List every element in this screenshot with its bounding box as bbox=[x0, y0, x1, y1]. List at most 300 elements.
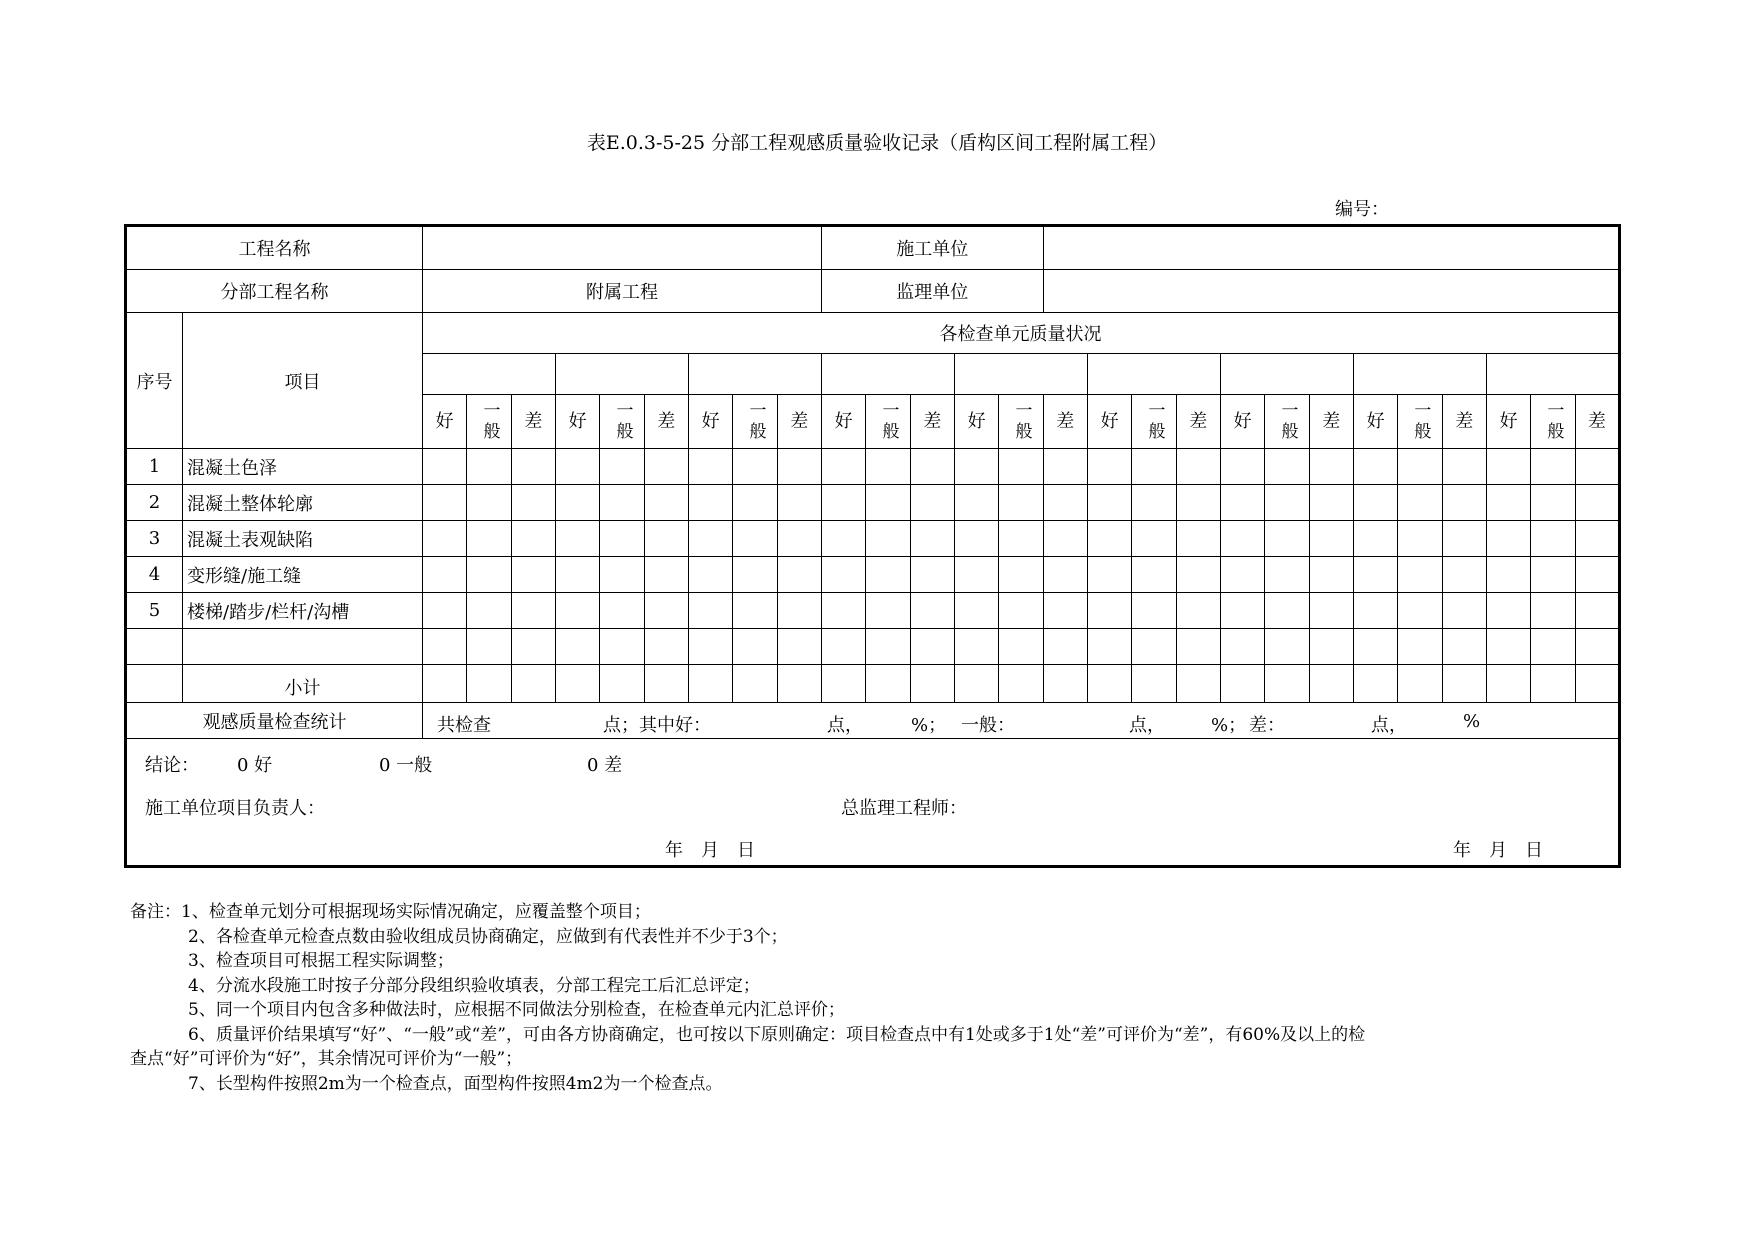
date-left: 年 月 日 bbox=[665, 840, 755, 861]
rating-cell[interactable] bbox=[1575, 557, 1620, 593]
stats-points-good: 点；其中好： bbox=[603, 715, 711, 736]
rating-header-bad bbox=[777, 395, 821, 449]
subtotal-cell[interactable] bbox=[511, 665, 555, 703]
rating-cell[interactable] bbox=[1353, 593, 1397, 629]
subtotal-cell[interactable] bbox=[1220, 665, 1264, 703]
rating-cell[interactable] bbox=[1132, 449, 1176, 485]
rating-cell[interactable] bbox=[954, 593, 998, 629]
subtotal-cell[interactable] bbox=[1486, 665, 1530, 703]
subtotal-cell[interactable] bbox=[1398, 665, 1442, 703]
rating-cell[interactable] bbox=[821, 521, 865, 557]
subtotal-cell[interactable] bbox=[555, 665, 599, 703]
rating-header-bad bbox=[1043, 395, 1087, 449]
rating-cell[interactable] bbox=[910, 485, 954, 521]
rating-cell[interactable] bbox=[1398, 485, 1442, 521]
note-line: 6、质量评价结果填写“好”、“一般”或“差”，可由各方协商确定，也可按以下原则确定：项目检查点中有1处或多于1处“差”可评价为“差”，有60%及以上的检 bbox=[188, 1024, 1366, 1045]
rating-cell[interactable] bbox=[1486, 629, 1530, 665]
rating-header-bad bbox=[910, 395, 954, 449]
subtotal-cell[interactable] bbox=[600, 665, 644, 703]
rating-cell[interactable] bbox=[777, 449, 821, 485]
rating-cell[interactable] bbox=[1353, 449, 1397, 485]
rating-cell[interactable] bbox=[644, 593, 688, 629]
rating-cell[interactable] bbox=[423, 449, 467, 485]
rating-cell[interactable] bbox=[1531, 557, 1575, 593]
rating-cell[interactable] bbox=[1176, 557, 1220, 593]
rating-header-general bbox=[733, 395, 777, 449]
rating-cell[interactable] bbox=[1043, 593, 1087, 629]
rating-cell[interactable] bbox=[1043, 521, 1087, 557]
division-name-value[interactable]: 附属工程 bbox=[423, 270, 822, 313]
rating-cell[interactable] bbox=[1265, 521, 1309, 557]
stats-text bbox=[423, 703, 1620, 739]
rating-label: 一般 bbox=[1543, 401, 1564, 443]
rating-label: 差 bbox=[1322, 411, 1341, 432]
rating-label: 好 bbox=[568, 411, 587, 432]
rating-cell[interactable] bbox=[1265, 629, 1309, 665]
rating-cell[interactable] bbox=[777, 593, 821, 629]
table-row bbox=[126, 629, 1620, 665]
rating-header-good bbox=[821, 395, 865, 449]
rating-cell[interactable] bbox=[1398, 593, 1442, 629]
rating-cell[interactable] bbox=[1575, 629, 1620, 665]
conclusion-bad: 0 差 bbox=[587, 755, 623, 776]
unit-header-cell[interactable] bbox=[821, 354, 954, 395]
stats-pct1: %； bbox=[911, 715, 947, 736]
rating-cell[interactable] bbox=[777, 485, 821, 521]
rating-cell[interactable] bbox=[1176, 485, 1220, 521]
rating-cell[interactable] bbox=[688, 557, 732, 593]
subtotal-cell[interactable] bbox=[1531, 665, 1575, 703]
rating-header-good bbox=[954, 395, 998, 449]
table-row bbox=[126, 449, 1620, 485]
rating-cell[interactable] bbox=[688, 485, 732, 521]
stats-bad: 差： bbox=[1249, 715, 1285, 736]
note-line: 查点“好”可评价为“好”，其余情况可评价为“一般”； bbox=[130, 1049, 523, 1069]
rating-cell[interactable] bbox=[1176, 449, 1220, 485]
rating-cell[interactable] bbox=[423, 593, 467, 629]
note-line: 备注：1、检查单元划分可根据现场实际情况确定，应覆盖整个项目； bbox=[130, 902, 651, 922]
rating-cell[interactable] bbox=[1575, 521, 1620, 557]
subtotal-cell[interactable] bbox=[910, 665, 954, 703]
rating-cell[interactable] bbox=[423, 485, 467, 521]
rating-cell[interactable] bbox=[1442, 593, 1486, 629]
rating-cell[interactable] bbox=[688, 521, 732, 557]
rating-header-bad bbox=[1309, 395, 1353, 449]
rating-cell[interactable] bbox=[1087, 593, 1131, 629]
rating-cell[interactable] bbox=[999, 449, 1043, 485]
rating-cell[interactable] bbox=[910, 593, 954, 629]
rating-cell[interactable] bbox=[1176, 521, 1220, 557]
subtotal-cell[interactable] bbox=[1353, 665, 1397, 703]
rating-cell[interactable] bbox=[555, 449, 599, 485]
stats-row bbox=[126, 703, 1620, 739]
rating-cell[interactable] bbox=[555, 521, 599, 557]
rating-cell[interactable] bbox=[999, 557, 1043, 593]
rating-cell[interactable] bbox=[600, 629, 644, 665]
rating-cell[interactable] bbox=[511, 521, 555, 557]
rating-header-general bbox=[600, 395, 644, 449]
rating-cell[interactable] bbox=[1398, 557, 1442, 593]
rating-cell[interactable] bbox=[733, 629, 777, 665]
rating-cell[interactable] bbox=[511, 557, 555, 593]
summary-row bbox=[126, 739, 1620, 867]
unit-header-cell[interactable] bbox=[1486, 354, 1619, 395]
note-line: 2、各检查单元检查点数由验收组成员协商确定，应做到有代表性并不少于3个； bbox=[188, 926, 788, 947]
rating-cell[interactable] bbox=[1176, 629, 1220, 665]
rating-cell[interactable] bbox=[644, 449, 688, 485]
rating-cell[interactable] bbox=[999, 629, 1043, 665]
rating-cell[interactable] bbox=[910, 629, 954, 665]
rating-cell[interactable] bbox=[688, 593, 732, 629]
summary-cell bbox=[126, 739, 1620, 867]
rating-cell[interactable] bbox=[511, 629, 555, 665]
rating-cell[interactable] bbox=[555, 629, 599, 665]
rating-cell[interactable] bbox=[423, 629, 467, 665]
rating-label: 好 bbox=[701, 411, 720, 432]
rating-cell[interactable] bbox=[1176, 593, 1220, 629]
rating-label: 差 bbox=[790, 411, 809, 432]
rating-cell[interactable] bbox=[733, 593, 777, 629]
rating-cell[interactable] bbox=[1265, 485, 1309, 521]
rating-cell[interactable] bbox=[688, 629, 732, 665]
rating-label: 一般 bbox=[1277, 401, 1298, 443]
rating-header-bad bbox=[1176, 395, 1220, 449]
rating-cell[interactable] bbox=[1442, 449, 1486, 485]
notes-section bbox=[130, 900, 1620, 1096]
subtotal-cell[interactable] bbox=[733, 665, 777, 703]
rating-cell[interactable] bbox=[1043, 485, 1087, 521]
construction-unit-value[interactable] bbox=[1043, 226, 1619, 270]
rating-header-general bbox=[1265, 395, 1309, 449]
header-row-project bbox=[126, 226, 1620, 270]
row-item: 楼梯/踏步/栏杆/沟槽 bbox=[183, 593, 423, 629]
rating-cell[interactable] bbox=[1132, 629, 1176, 665]
stats-pct3: % bbox=[1463, 711, 1481, 732]
row-seq: 3 bbox=[126, 521, 183, 557]
project-name-label: 工程名称 bbox=[126, 226, 423, 270]
table-row bbox=[126, 485, 1620, 521]
rating-cell[interactable] bbox=[1265, 557, 1309, 593]
subtotal-cell[interactable] bbox=[467, 665, 511, 703]
rating-cell[interactable] bbox=[821, 485, 865, 521]
rating-cell[interactable] bbox=[688, 449, 732, 485]
rating-cell[interactable] bbox=[733, 521, 777, 557]
rating-cell[interactable] bbox=[644, 557, 688, 593]
subtotal-seq bbox=[126, 665, 183, 703]
stats-general: 一般： bbox=[961, 715, 1015, 736]
rating-label: 一般 bbox=[1144, 401, 1165, 443]
column-header-row bbox=[126, 313, 1620, 354]
rating-cell[interactable] bbox=[600, 485, 644, 521]
rating-cell[interactable] bbox=[999, 521, 1043, 557]
rating-cell[interactable] bbox=[600, 449, 644, 485]
supervisor-label: 总监理工程师： bbox=[841, 798, 967, 819]
rating-label: 好 bbox=[1499, 411, 1518, 432]
rating-label: 差 bbox=[923, 411, 942, 432]
row-seq: 1 bbox=[126, 449, 183, 485]
row-seq: 4 bbox=[126, 557, 183, 593]
rating-cell[interactable] bbox=[600, 557, 644, 593]
rating-cell[interactable] bbox=[1353, 629, 1397, 665]
rating-cell[interactable] bbox=[954, 557, 998, 593]
rating-cell[interactable] bbox=[467, 521, 511, 557]
rating-cell[interactable] bbox=[1309, 449, 1353, 485]
rating-cell[interactable] bbox=[1043, 449, 1087, 485]
rating-header-bad bbox=[1442, 395, 1486, 449]
unit-header-cell[interactable] bbox=[555, 354, 688, 395]
row-seq: 2 bbox=[126, 485, 183, 521]
unit-header-cell[interactable] bbox=[1087, 354, 1220, 395]
rating-cell[interactable] bbox=[866, 449, 910, 485]
table-row bbox=[126, 521, 1620, 557]
stats-point3: 点， bbox=[1371, 715, 1407, 736]
stats-pct2: %； bbox=[1211, 715, 1247, 736]
rating-cell[interactable] bbox=[467, 557, 511, 593]
rating-cell[interactable] bbox=[467, 449, 511, 485]
rating-header-general bbox=[1531, 395, 1575, 449]
rating-cell[interactable] bbox=[1486, 593, 1530, 629]
rating-cell[interactable] bbox=[1043, 557, 1087, 593]
rating-cell[interactable] bbox=[999, 593, 1043, 629]
rating-header-good bbox=[688, 395, 732, 449]
rating-header-general bbox=[866, 395, 910, 449]
rating-header-bad bbox=[1575, 395, 1620, 449]
subtotal-cell[interactable] bbox=[821, 665, 865, 703]
rating-cell[interactable] bbox=[1442, 557, 1486, 593]
rating-cell[interactable] bbox=[777, 629, 821, 665]
rating-cell[interactable] bbox=[1087, 485, 1131, 521]
rating-cell[interactable] bbox=[1486, 557, 1530, 593]
rating-cell[interactable] bbox=[1353, 485, 1397, 521]
table-row bbox=[126, 593, 1620, 629]
rating-cell[interactable] bbox=[511, 485, 555, 521]
subtotal-cell[interactable] bbox=[866, 665, 910, 703]
stats-total-prefix: 共检查 bbox=[437, 715, 491, 736]
rating-cell[interactable] bbox=[1442, 521, 1486, 557]
rating-cell[interactable] bbox=[1309, 629, 1353, 665]
rating-cell[interactable] bbox=[733, 557, 777, 593]
rating-label: 差 bbox=[1189, 411, 1208, 432]
rating-cell[interactable] bbox=[1531, 629, 1575, 665]
subtotal-cell[interactable] bbox=[954, 665, 998, 703]
rating-cell[interactable] bbox=[866, 557, 910, 593]
rating-cell[interactable] bbox=[954, 629, 998, 665]
rating-cell[interactable] bbox=[1442, 485, 1486, 521]
subtotal-cell[interactable] bbox=[1265, 665, 1309, 703]
rating-cell[interactable] bbox=[1220, 521, 1264, 557]
stats-point2: 点， bbox=[1129, 715, 1165, 736]
rating-cell[interactable] bbox=[511, 593, 555, 629]
rating-cell[interactable] bbox=[1087, 557, 1131, 593]
project-name-value[interactable] bbox=[423, 226, 822, 270]
rating-cell[interactable] bbox=[555, 593, 599, 629]
rating-cell[interactable] bbox=[1087, 449, 1131, 485]
conclusion-label: 结论： bbox=[145, 755, 199, 776]
row-item: 混凝土色泽 bbox=[183, 449, 423, 485]
rating-cell[interactable] bbox=[1087, 521, 1131, 557]
rating-cell[interactable] bbox=[1575, 593, 1620, 629]
subtotal-cell[interactable] bbox=[1309, 665, 1353, 703]
note-line: 7、长型构件按照2m为一个检查点，面型构件按照4m2为一个检查点。 bbox=[188, 1073, 723, 1094]
supervision-unit-label: 监理单位 bbox=[821, 270, 1043, 313]
rating-cell[interactable] bbox=[866, 593, 910, 629]
rating-cell[interactable] bbox=[866, 485, 910, 521]
unit-header-cell[interactable] bbox=[954, 354, 1087, 395]
rating-cell[interactable] bbox=[423, 557, 467, 593]
rating-cell[interactable] bbox=[1309, 485, 1353, 521]
rating-cell[interactable] bbox=[1575, 449, 1620, 485]
rating-cell[interactable] bbox=[1043, 629, 1087, 665]
subtotal-cell[interactable] bbox=[688, 665, 732, 703]
rating-cell[interactable] bbox=[910, 449, 954, 485]
rating-header-general bbox=[467, 395, 511, 449]
subtotal-cell[interactable] bbox=[644, 665, 688, 703]
conclusion-good: 0 好 bbox=[237, 755, 273, 776]
contractor-label: 施工单位项目负责人： bbox=[145, 798, 325, 819]
rating-cell[interactable] bbox=[1309, 521, 1353, 557]
rating-label: 好 bbox=[834, 411, 853, 432]
subtotal-cell[interactable] bbox=[1442, 665, 1486, 703]
rating-label: 差 bbox=[657, 411, 676, 432]
supervision-unit-value[interactable] bbox=[1043, 270, 1619, 313]
rating-cell[interactable] bbox=[555, 557, 599, 593]
rating-cell[interactable] bbox=[1531, 449, 1575, 485]
subtotal-cell[interactable] bbox=[423, 665, 467, 703]
rating-cell[interactable] bbox=[1486, 449, 1530, 485]
subtotal-cell[interactable] bbox=[777, 665, 821, 703]
subtotal-label: 小计 bbox=[183, 665, 423, 703]
rating-cell[interactable] bbox=[910, 521, 954, 557]
rating-cell[interactable] bbox=[821, 629, 865, 665]
rating-cell[interactable] bbox=[1265, 449, 1309, 485]
rating-cell[interactable] bbox=[777, 557, 821, 593]
rating-cell[interactable] bbox=[600, 593, 644, 629]
rating-label: 一般 bbox=[1410, 401, 1431, 443]
rating-cell[interactable] bbox=[1353, 521, 1397, 557]
subtotal-cell[interactable] bbox=[1575, 665, 1620, 703]
rating-cell[interactable] bbox=[954, 449, 998, 485]
rating-cell[interactable] bbox=[733, 485, 777, 521]
rating-cell[interactable] bbox=[467, 593, 511, 629]
rating-label: 一般 bbox=[612, 401, 633, 443]
rating-cell[interactable] bbox=[910, 557, 954, 593]
seq-header: 序号 bbox=[126, 313, 183, 449]
rating-cell[interactable] bbox=[821, 557, 865, 593]
group-header: 各检查单元质量状况 bbox=[423, 313, 1620, 354]
rating-label: 一般 bbox=[745, 401, 766, 443]
rating-cell[interactable] bbox=[1398, 629, 1442, 665]
rating-cell[interactable] bbox=[866, 521, 910, 557]
subtotal-cell[interactable] bbox=[999, 665, 1043, 703]
division-name-label: 分部工程名称 bbox=[126, 270, 423, 313]
rating-cell[interactable] bbox=[1265, 593, 1309, 629]
rating-cell[interactable] bbox=[467, 629, 511, 665]
rating-cell[interactable] bbox=[821, 593, 865, 629]
rating-cell[interactable] bbox=[1486, 521, 1530, 557]
note-line: 5、同一个项目内包含多种做法时，应根据不同做法分别检查，在检查单元内汇总评价； bbox=[188, 1000, 845, 1020]
rating-cell[interactable] bbox=[954, 485, 998, 521]
rating-cell[interactable] bbox=[733, 449, 777, 485]
table-row bbox=[126, 557, 1620, 593]
rating-cell[interactable] bbox=[423, 521, 467, 557]
rating-label: 好 bbox=[1233, 411, 1252, 432]
unit-header-cell[interactable] bbox=[688, 354, 821, 395]
unit-header-cell[interactable] bbox=[1220, 354, 1353, 395]
rating-label: 好 bbox=[435, 411, 454, 432]
rating-label: 一般 bbox=[479, 401, 500, 443]
rating-cell[interactable] bbox=[1132, 557, 1176, 593]
unit-header-cell[interactable] bbox=[1353, 354, 1486, 395]
rating-cell[interactable] bbox=[1220, 449, 1264, 485]
rating-cell[interactable] bbox=[1442, 629, 1486, 665]
row-seq: 5 bbox=[126, 593, 183, 629]
rating-cell[interactable] bbox=[1309, 593, 1353, 629]
rating-cell[interactable] bbox=[644, 485, 688, 521]
subtotal-cell[interactable] bbox=[1087, 665, 1131, 703]
rating-cell[interactable] bbox=[999, 485, 1043, 521]
rating-cell[interactable] bbox=[1220, 629, 1264, 665]
stats-label: 观感质量检查统计 bbox=[126, 703, 423, 739]
rating-label: 一般 bbox=[878, 401, 899, 443]
rating-header-good bbox=[1353, 395, 1397, 449]
unit-header-cell[interactable] bbox=[423, 354, 556, 395]
rating-cell[interactable] bbox=[555, 485, 599, 521]
row-seq bbox=[126, 629, 183, 665]
rating-cell[interactable] bbox=[777, 521, 821, 557]
row-item bbox=[183, 629, 423, 665]
rating-cell[interactable] bbox=[1575, 485, 1620, 521]
rating-cell[interactable] bbox=[1353, 557, 1397, 593]
rating-header-good bbox=[555, 395, 599, 449]
rating-cell[interactable] bbox=[511, 449, 555, 485]
rating-label: 差 bbox=[1455, 411, 1474, 432]
rating-cell[interactable] bbox=[1486, 485, 1530, 521]
rating-header-general bbox=[999, 395, 1043, 449]
subtotal-cell[interactable] bbox=[1176, 665, 1220, 703]
rating-label: 一般 bbox=[1011, 401, 1032, 443]
subtotal-cell[interactable] bbox=[1043, 665, 1087, 703]
rating-cell[interactable] bbox=[1531, 485, 1575, 521]
rating-cell[interactable] bbox=[1531, 593, 1575, 629]
rating-label: 差 bbox=[524, 411, 543, 432]
rating-cell[interactable] bbox=[1531, 521, 1575, 557]
rating-cell[interactable] bbox=[1309, 557, 1353, 593]
row-item: 变形缝/施工缝 bbox=[183, 557, 423, 593]
rating-cell[interactable] bbox=[1132, 521, 1176, 557]
rating-cell[interactable] bbox=[600, 521, 644, 557]
rating-cell[interactable] bbox=[1132, 485, 1176, 521]
note-line: 4、分流水段施工时按子分部分段组织验收填表，分部工程完工后汇总评定； bbox=[188, 975, 760, 996]
rating-cell[interactable] bbox=[1087, 629, 1131, 665]
rating-cell[interactable] bbox=[467, 485, 511, 521]
rating-cell[interactable] bbox=[1398, 521, 1442, 557]
rating-header-general bbox=[1132, 395, 1176, 449]
rating-cell[interactable] bbox=[821, 449, 865, 485]
rating-label: 好 bbox=[1366, 411, 1385, 432]
rating-cell[interactable] bbox=[866, 629, 910, 665]
rating-cell[interactable] bbox=[644, 521, 688, 557]
rating-cell[interactable] bbox=[1220, 485, 1264, 521]
rating-cell[interactable] bbox=[1220, 593, 1264, 629]
row-item: 混凝土整体轮廓 bbox=[183, 485, 423, 521]
rating-label: 差 bbox=[1056, 411, 1075, 432]
rating-cell[interactable] bbox=[644, 629, 688, 665]
rating-cell[interactable] bbox=[1220, 557, 1264, 593]
rating-cell[interactable] bbox=[954, 521, 998, 557]
subtotal-cell[interactable] bbox=[1132, 665, 1176, 703]
rating-cell[interactable] bbox=[1398, 449, 1442, 485]
rating-cell[interactable] bbox=[1132, 593, 1176, 629]
